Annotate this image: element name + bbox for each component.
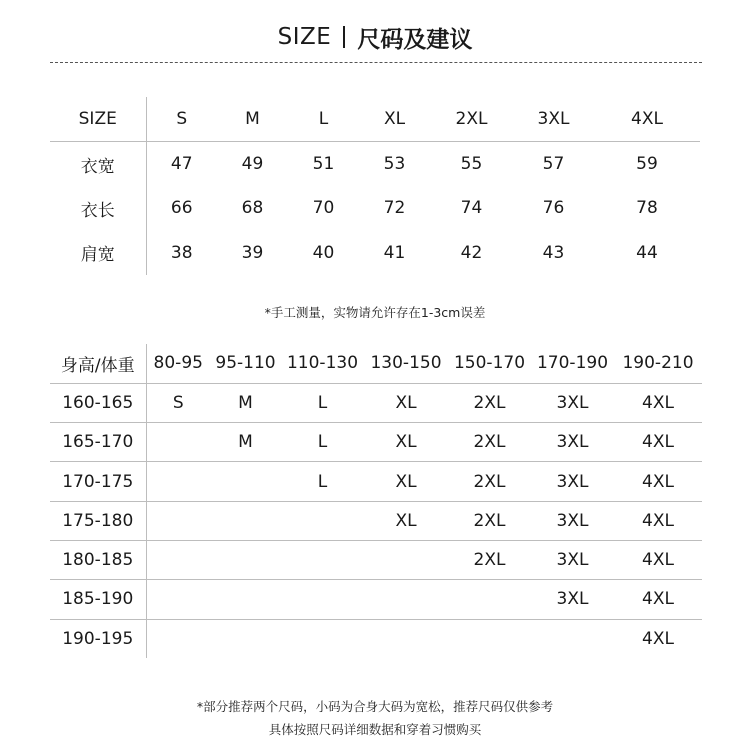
recommend-row — [50, 423, 702, 462]
value-cell — [146, 619, 210, 658]
value-cell: 3XL — [531, 423, 614, 462]
header-cell: 110-130 — [281, 344, 364, 383]
value-cell — [281, 501, 364, 540]
value-cell: 3XL — [531, 462, 614, 501]
value-cell — [364, 540, 448, 579]
value-cell: 53 — [383, 154, 406, 174]
value-cell: 4XL — [614, 540, 702, 579]
value-cell: 59 — [636, 154, 658, 174]
header-cell: L — [288, 97, 359, 142]
row-label-cell: 190-195 — [50, 619, 146, 658]
header-cell: XL — [359, 97, 430, 142]
value-cell: 2XL — [448, 540, 531, 579]
size-measurement-table — [50, 97, 700, 275]
header-cell: 2XL — [430, 97, 513, 142]
value-cell — [210, 580, 281, 619]
value-cell: M — [210, 423, 281, 462]
value-cell: 78 — [636, 198, 658, 219]
value-cell — [281, 619, 364, 658]
value-cell: 66 — [170, 198, 193, 219]
value-cell: 47 — [170, 154, 193, 174]
value-cell: 42 — [460, 242, 483, 263]
value-cell: 68 — [241, 198, 264, 219]
value-cell: 2XL — [448, 423, 531, 462]
page-title — [0, 20, 750, 54]
size-recommendation-table — [50, 344, 702, 658]
value-cell: 70 — [312, 198, 335, 219]
value-cell — [210, 462, 281, 501]
recommend-row — [50, 501, 702, 540]
value-cell: 2XL — [448, 501, 531, 540]
value-cell: 44 — [636, 242, 658, 263]
recommend-row — [50, 462, 702, 501]
value-cell — [210, 501, 281, 540]
value-cell: 3XL — [531, 580, 614, 619]
value-cell: 55 — [460, 154, 483, 174]
value-cell: 38 — [170, 242, 193, 263]
value-cell: 3XL — [531, 501, 614, 540]
measure-row — [50, 142, 700, 187]
title-separator — [343, 26, 345, 48]
value-cell: XL — [364, 501, 448, 540]
measurement-note: *手工测量，实物请允许存在1-3cm误差 — [264, 305, 486, 320]
value-cell — [448, 580, 531, 619]
value-cell: 4XL — [614, 383, 702, 422]
value-cell: 4XL — [614, 580, 702, 619]
value-cell — [281, 580, 364, 619]
header-cell: 190-210 — [614, 344, 702, 383]
recommend-row — [50, 580, 702, 619]
value-cell: S — [146, 383, 210, 422]
value-cell — [448, 619, 531, 658]
header-cell: 4XL — [594, 97, 700, 142]
row-label-cell: 160-165 — [50, 383, 146, 422]
value-cell: L — [281, 462, 364, 501]
value-cell: 40 — [312, 242, 335, 263]
recommend-row — [50, 383, 702, 422]
value-cell: 57 — [542, 154, 565, 174]
dotted-divider — [50, 62, 702, 63]
value-cell: 4XL — [642, 628, 674, 649]
value-cell — [210, 540, 281, 579]
header-cell: SIZE — [50, 97, 146, 142]
value-cell: 3XL — [531, 540, 614, 579]
recommend-row — [50, 619, 702, 658]
value-cell — [146, 423, 210, 462]
measure-row — [50, 186, 700, 231]
value-cell: 2XL — [448, 462, 531, 501]
value-cell: XL — [364, 383, 448, 422]
value-cell — [146, 501, 210, 540]
value-cell: 49 — [241, 154, 264, 174]
value-cell: 51 — [312, 154, 335, 174]
row-label-cell: 170-175 — [50, 462, 146, 501]
value-cell — [146, 580, 210, 619]
row-label-cell: 180-185 — [50, 540, 146, 579]
value-cell: XL — [364, 462, 448, 501]
title-en: SIZE — [277, 24, 332, 50]
value-cell: 74 — [460, 198, 483, 219]
header-cell: 80-95 — [146, 344, 210, 383]
header-cell: M — [217, 97, 288, 142]
measure-header-row — [50, 97, 700, 142]
value-cell: 4XL — [614, 423, 702, 462]
value-cell — [210, 619, 281, 658]
header-cell: S — [146, 97, 217, 142]
recommend-header-row — [50, 344, 702, 383]
row-label-cell: 肩宽 — [50, 231, 146, 276]
recommend-row — [50, 540, 702, 579]
value-cell: M — [210, 383, 281, 422]
value-cell — [531, 619, 614, 658]
row-label-cell: 165-170 — [50, 423, 146, 462]
value-cell: 4XL — [614, 501, 702, 540]
value-cell — [364, 619, 448, 658]
value-cell: 76 — [542, 198, 565, 219]
header-cell: 130-150 — [364, 344, 448, 383]
value-cell — [281, 540, 364, 579]
value-cell — [146, 540, 210, 579]
measure-row — [50, 231, 700, 276]
value-cell: L — [281, 383, 364, 422]
value-cell: 39 — [241, 242, 264, 263]
value-cell: XL — [364, 423, 448, 462]
value-cell — [146, 462, 210, 501]
value-cell: 4XL — [614, 462, 702, 501]
value-cell: 41 — [383, 242, 406, 263]
header-cell: 95-110 — [210, 344, 281, 383]
value-cell: 43 — [542, 242, 565, 263]
row-label-cell: 185-190 — [50, 580, 146, 619]
value-cell — [364, 580, 448, 619]
value-cell: 2XL — [448, 383, 531, 422]
row-label-cell: 175-180 — [50, 501, 146, 540]
footnote-line-1: *部分推荐两个尺码，小码为合身大码为宽松，推荐尺码仅供参考 — [196, 699, 554, 714]
header-cell: 170-190 — [531, 344, 614, 383]
header-cell: 身高/体重 — [50, 344, 146, 383]
header-cell: 3XL — [513, 97, 594, 142]
value-cell: L — [281, 423, 364, 462]
value-cell: 72 — [383, 198, 406, 219]
row-label-cell: 衣宽 — [50, 142, 146, 187]
header-cell: 150-170 — [448, 344, 531, 383]
row-label-cell: 衣长 — [50, 186, 146, 231]
footnote-line-2: 具体按照尺码详细数据和穿着习惯购买 — [268, 722, 482, 737]
value-cell: 3XL — [531, 383, 614, 422]
title-zh: 尺码及建议 — [357, 26, 473, 53]
